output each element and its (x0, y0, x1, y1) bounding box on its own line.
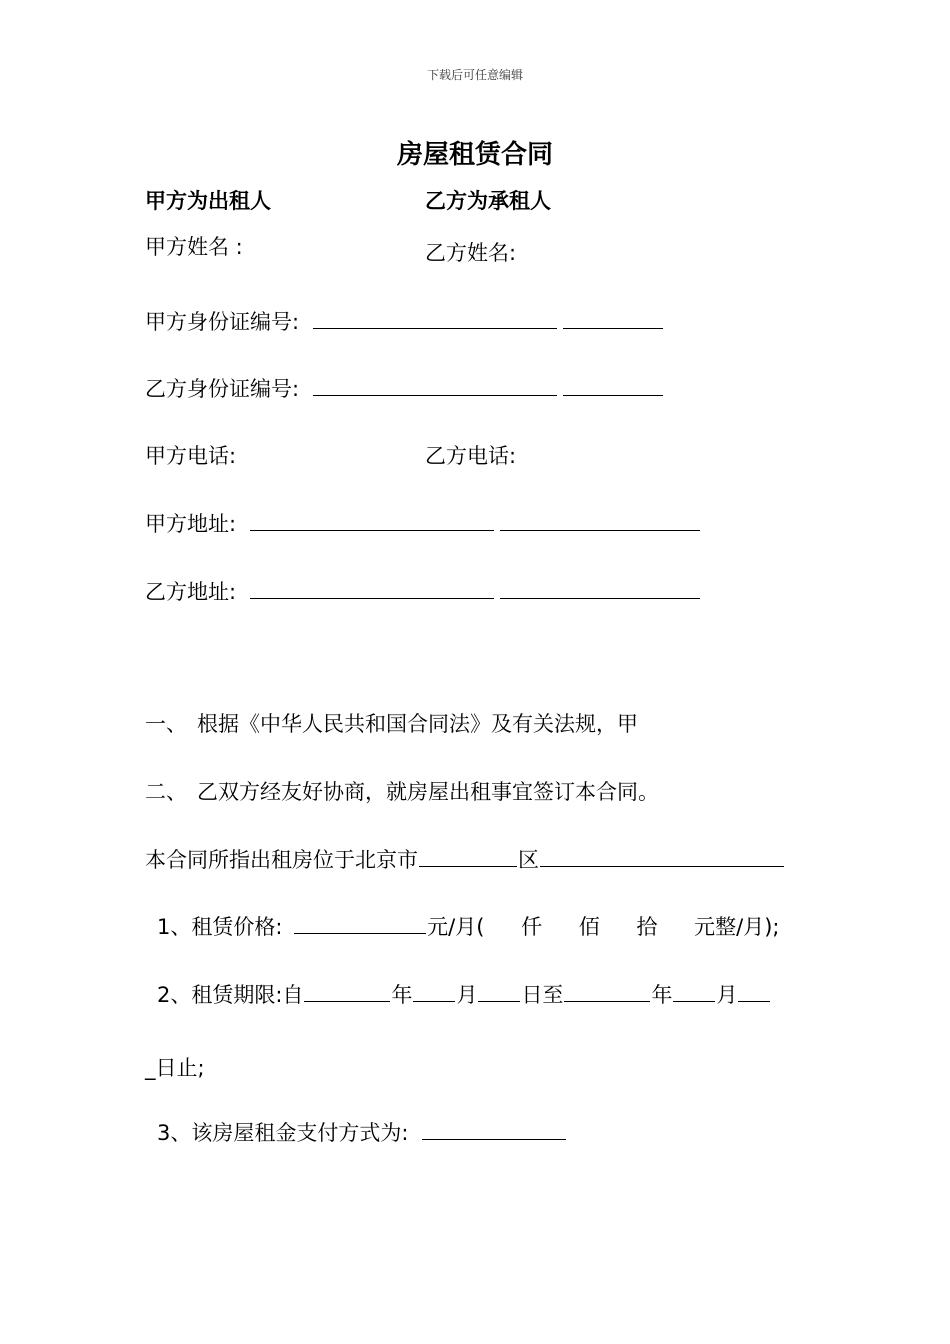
price-end: 元整/月); (694, 915, 780, 939)
location-prefix: 本合同所指出租房位于北京市 (145, 848, 418, 872)
party-a-name-label: 甲方姓名 : (145, 235, 243, 259)
document-title: 房屋租赁合同 (396, 140, 553, 170)
price-shi: 拾 (636, 915, 658, 939)
clause-2-marker: 二、 (145, 780, 187, 804)
location-district: 区 (518, 848, 539, 872)
term-month2: 月 (716, 983, 738, 1007)
party-b-address-blank[interactable] (250, 576, 494, 599)
clause-2 (145, 777, 659, 807)
term-month2-blank[interactable] (673, 979, 715, 1002)
price-row (157, 911, 780, 942)
term-day1-to: 日至 (521, 983, 564, 1007)
price-bai: 佰 (578, 915, 600, 939)
location-blank-1[interactable] (419, 844, 517, 867)
term-month1-blank[interactable] (413, 979, 455, 1002)
party-b-address-blank-2[interactable] (500, 576, 700, 599)
term-year1-blank[interactable] (304, 979, 390, 1002)
payment-blank[interactable] (422, 1117, 566, 1140)
party-a-id-row (145, 306, 664, 337)
price-qian: 仟 (521, 915, 543, 939)
term-end: _日止; (145, 1056, 205, 1080)
clause-1 (145, 709, 638, 739)
party-a-id-label: 甲方身份证编号: (145, 310, 300, 334)
term-year1: 年 (391, 983, 413, 1007)
party-b-role: 乙方为承租人 (425, 189, 551, 213)
location-row (145, 844, 785, 875)
party-b-id-blank-2[interactable] (563, 373, 663, 396)
term-day2-blank[interactable] (738, 979, 770, 1002)
price-unit: 元/月( (427, 915, 485, 939)
party-b-id-blank[interactable] (313, 373, 557, 396)
price-label: 1、租赁价格: (157, 915, 283, 939)
term-day1-blank[interactable] (478, 979, 520, 1002)
term-month1: 月 (456, 983, 478, 1007)
party-b-phone-label: 乙方电话: (425, 444, 517, 468)
term-year2-blank[interactable] (564, 979, 650, 1002)
party-a-id-blank-2[interactable] (563, 306, 663, 329)
party-b-address-label: 乙方地址: (145, 580, 237, 604)
party-b-id-row (145, 373, 664, 404)
payment-label: 3、该房屋租金支付方式为: (157, 1121, 409, 1145)
party-a-role: 甲方为出租人 (145, 189, 271, 213)
party-b-address-row (145, 576, 701, 607)
term-row (157, 979, 771, 1010)
party-a-address-blank[interactable] (250, 508, 494, 531)
price-blank[interactable] (294, 911, 426, 934)
party-a-id-blank[interactable] (313, 306, 557, 329)
party-b-id-label: 乙方身份证编号: (145, 377, 300, 401)
clause-2-text: 乙双方经友好协商，就房屋出租事宜签订本合同。 (197, 780, 659, 804)
party-b-name-label: 乙方姓名: (425, 241, 517, 265)
party-a-address-label: 甲方地址: (145, 512, 237, 536)
clause-1-marker: 一、 (145, 712, 187, 736)
term-label: 2、租赁期限:自 (157, 983, 304, 1007)
party-a-phone-label: 甲方电话: (145, 444, 237, 468)
party-a-address-row (145, 508, 701, 539)
clause-1-text: 根据《中华人民共和国合同法》及有关法规，甲 (197, 712, 638, 736)
header-note: 下载后可任意编辑 (426, 68, 523, 82)
term-year2: 年 (651, 983, 673, 1007)
payment-row (157, 1117, 567, 1148)
location-blank-2[interactable] (540, 844, 784, 867)
party-a-address-blank-2[interactable] (500, 508, 700, 531)
